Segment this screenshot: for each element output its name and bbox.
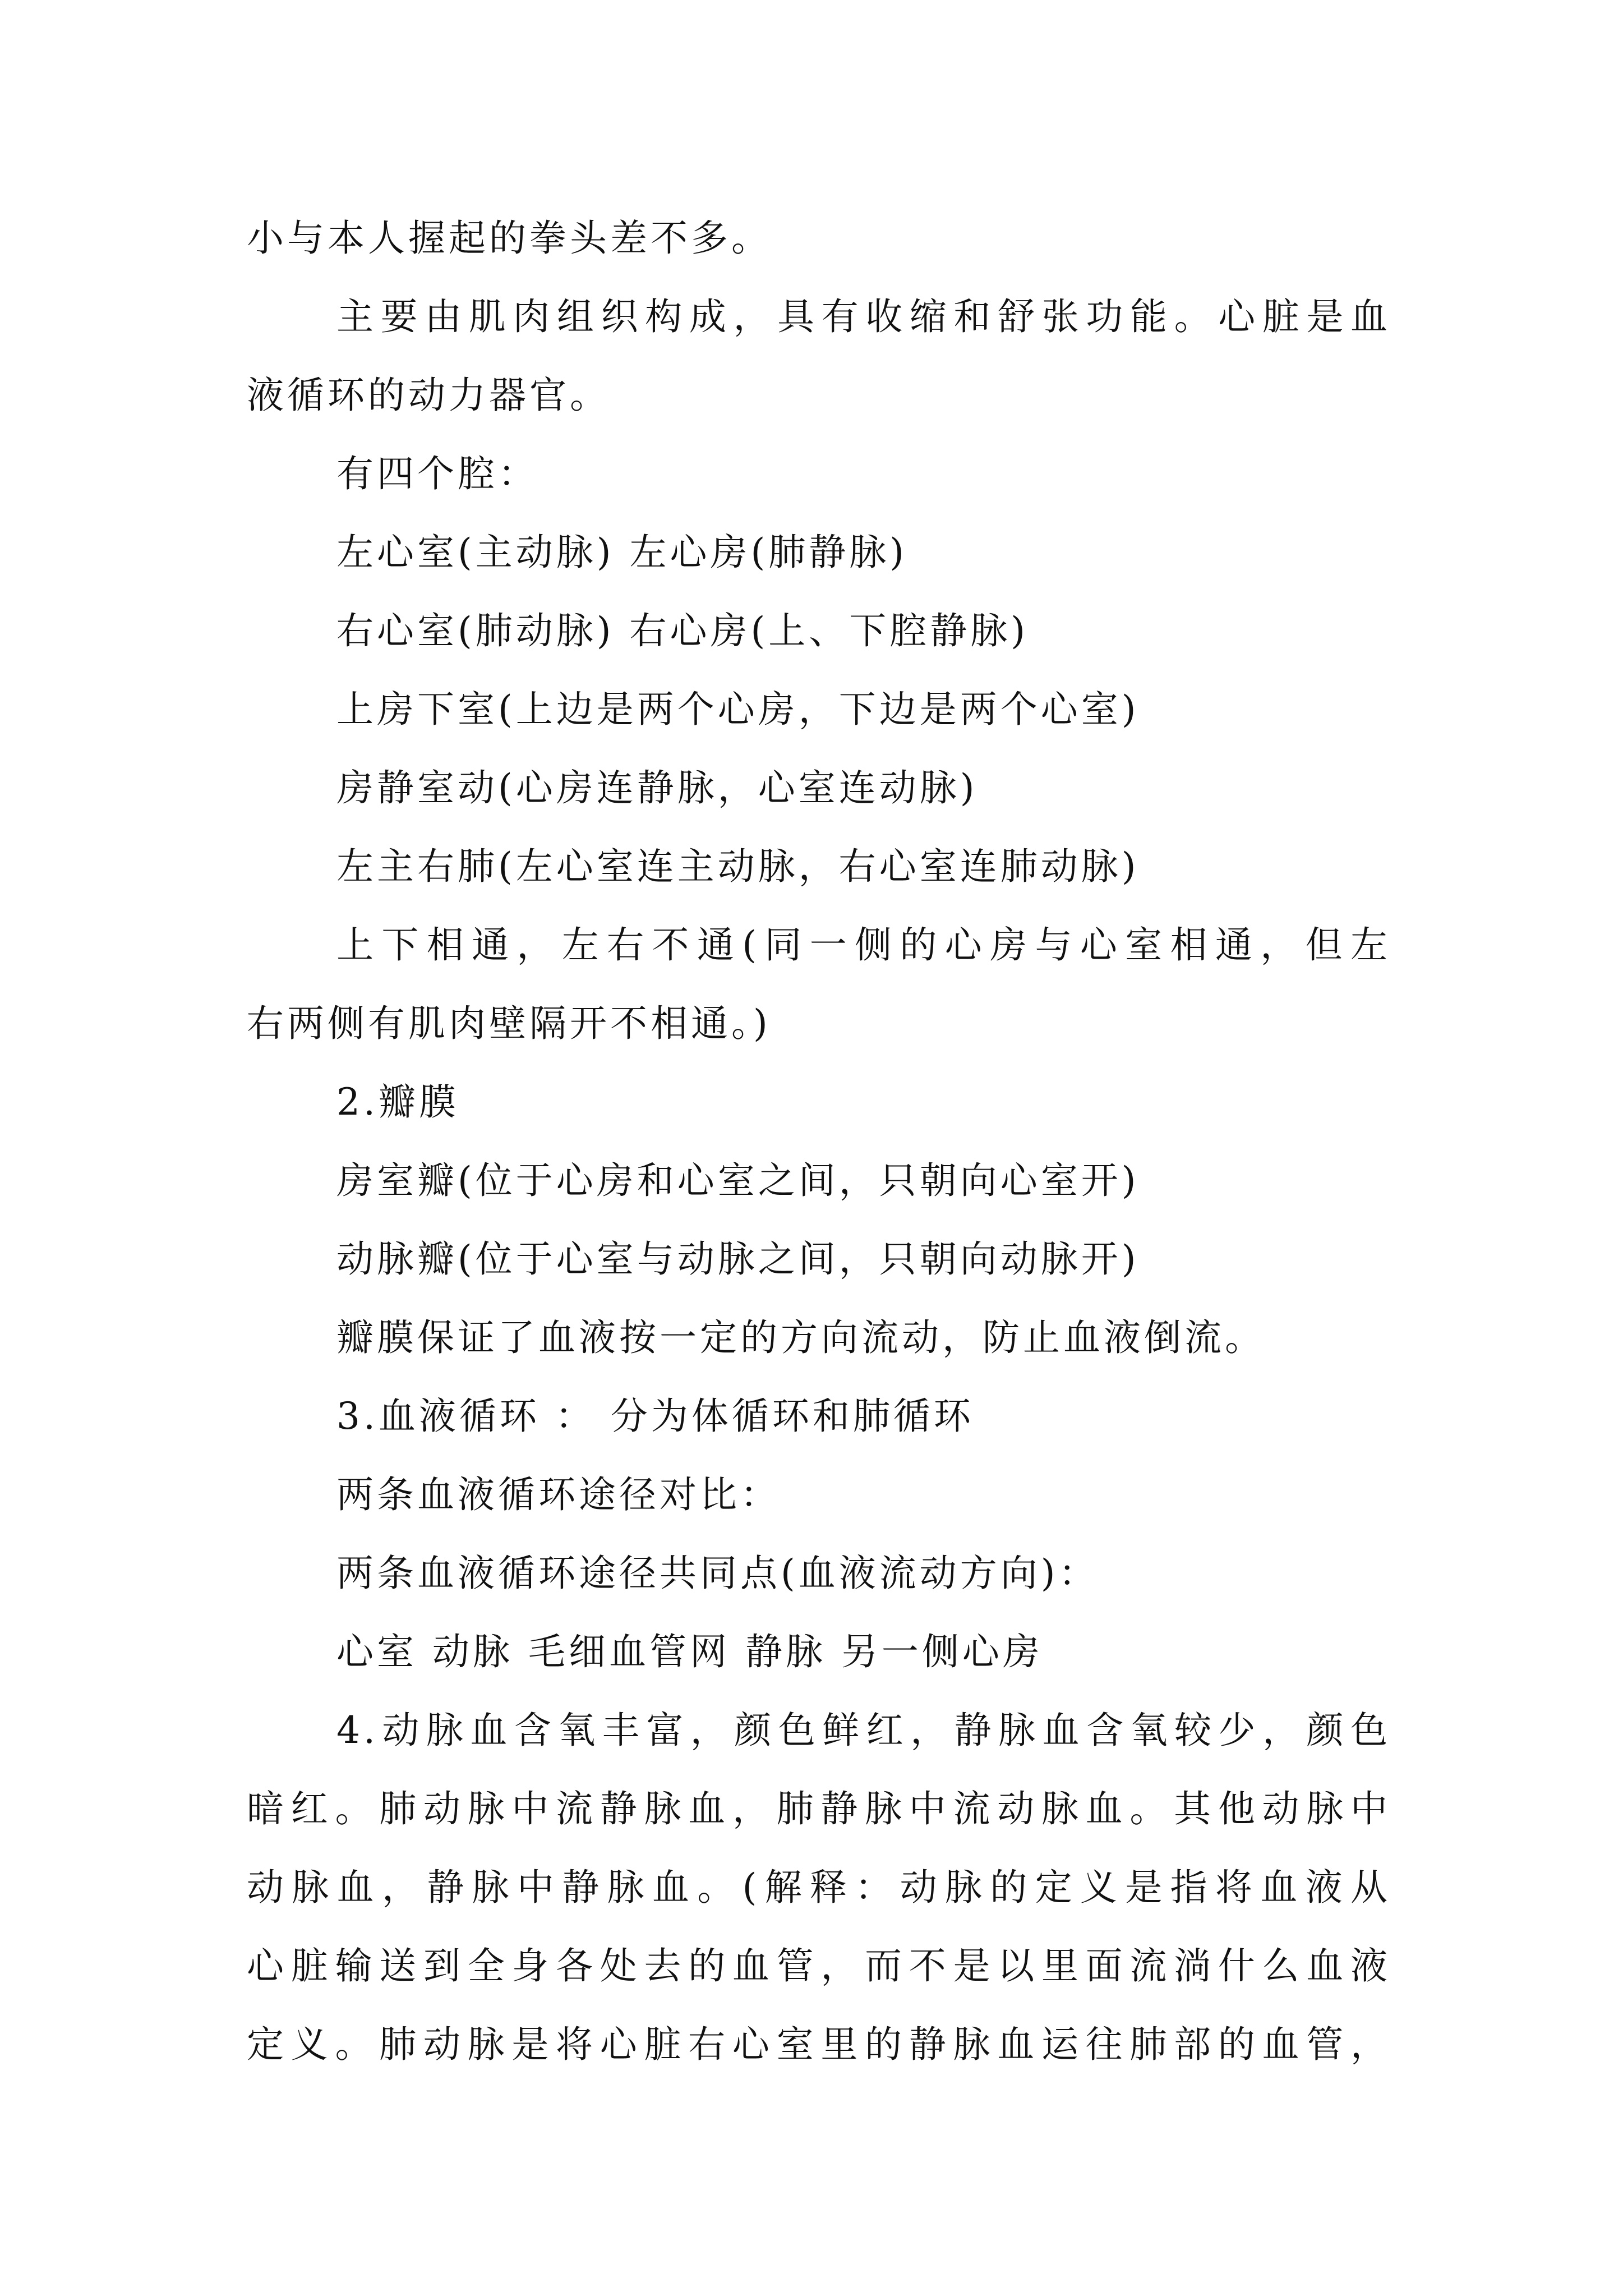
text-line-15: 瓣膜保证了血液按一定的方向流动，防止血液倒流。 xyxy=(336,1316,1265,1359)
text-line-3: 液循环的动力器官。 xyxy=(247,374,610,417)
text-line-23: 心脏输送到全身各处去的血管，而不是以里面流淌什么血液 xyxy=(247,1944,1391,1987)
text-line-9: 左主右肺(左心室连主动脉，右心室连肺动脉) xyxy=(336,845,1140,888)
text-line-21: 暗红。肺动脉中流静脉血，肺静脉中流动脉血。其他动脉中 xyxy=(247,1787,1391,1830)
text-line-16: 3.血液循环 ： 分为体循环和肺循环 xyxy=(336,1395,974,1438)
text-line-5: 左心室(主动脉) 左心房(肺静脉) xyxy=(336,531,907,574)
text-line-13: 房室瓣(位于心房和心室之间，只朝向心室开) xyxy=(336,1159,1140,1202)
text-line-11: 右两侧有肌肉壁隔开不相通。) xyxy=(247,1002,771,1045)
text-line-19: 心室 动脉 毛细血管网 静脉 另一侧心房 xyxy=(336,1630,1043,1673)
text-line-18: 两条血液循环途径共同点(血液流动方向)： xyxy=(336,1552,1099,1595)
text-line-10: 上下相通，左右不通(同一侧的心房与心室相通，但左 xyxy=(336,923,1391,967)
text-line-24: 定义。肺动脉是将心脏右心室里的静脉血运往肺部的血管， xyxy=(247,2023,1391,2066)
text-line-20: 4.动脉血含氧丰富，颜色鲜红，静脉血含氧较少，颜色 xyxy=(336,1709,1391,1752)
text-line-2: 主要由肌肉组织构成，具有收缩和舒张功能。心脏是血 xyxy=(336,295,1391,338)
text-line-14: 动脉瓣(位于心室与动脉之间，只朝向动脉开) xyxy=(336,1237,1140,1281)
text-line-17: 两条血液循环途径对比： xyxy=(336,1473,781,1516)
text-line-22: 动脉血，静脉中静脉血。(解释：动脉的定义是指将血液从 xyxy=(247,1866,1391,1909)
text-line-6: 右心室(肺动脉) 右心房(上、下腔静脉) xyxy=(336,609,1029,652)
text-line-7: 上房下室(上边是两个心房，下边是两个心室) xyxy=(336,688,1140,731)
text-line-1: 小与本人握起的拳头差不多。 xyxy=(247,217,772,260)
text-line-12: 2.瓣膜 xyxy=(336,1080,459,1124)
text-line-8: 房静室动(心房连静脉，心室连动脉) xyxy=(336,766,978,809)
text-line-4: 有四个腔： xyxy=(336,452,538,495)
